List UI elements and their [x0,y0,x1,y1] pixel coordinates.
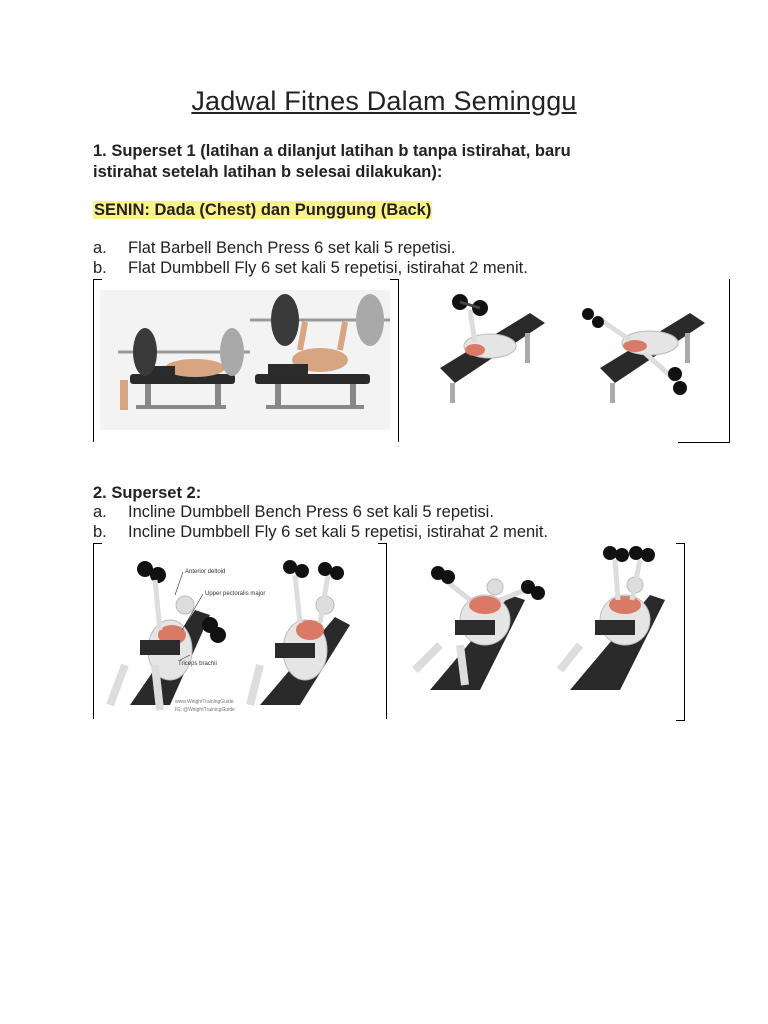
bracket-right-2 [676,543,685,721]
superset2-heading: 2. Superset 2: [93,484,202,502]
barbell-bench-press-image [100,290,390,430]
list-item-text: Flat Dumbbell Fly 6 set kali 5 repetisi, istirahat 2 menit. [128,259,528,277]
list-marker: b. [93,259,107,277]
list-marker: b. [93,523,107,541]
incline-dumbbell-fly-image [400,545,675,695]
list-item [93,522,548,542]
list-marker: a. [93,503,107,521]
list-marker: a. [93,239,107,257]
list-item-text: Incline Dumbbell Bench Press 6 set kali 5 repetisi. [128,503,494,521]
list-item [93,258,528,278]
superset1-heading-line1: 1. Superset 1 (latihan a dilanjut latihan b tanpa istirahat, baru [93,142,571,160]
list-item-text: Incline Dumbbell Fly 6 set kali 5 repetisi, istirahat 2 menit. [128,523,549,541]
bracket-mid-1 [390,279,399,442]
page-title: Jadwal Fitnes Dalam Seminggu [191,86,577,116]
incline-dumbbell-press-image [100,555,375,717]
triceps-label: Triceps brachii [178,661,217,667]
bracket-mid-2 [378,543,387,719]
upper-pectoralis-label: Upper pectoralis major [205,591,266,597]
flat-dumbbell-fly-image [430,288,720,413]
list-item [93,238,455,258]
superset1-heading-line2: istirahat setelah latihan b selesai dilakukan): [93,163,443,181]
day-heading [93,200,432,221]
list-item-text: Flat Barbell Bench Press 6 set kali 5 repetisi. [128,239,456,257]
anterior-deltoid-label: Anterior deltoid [185,569,226,575]
list-item [93,502,494,522]
watermark-line1: www.WeightTrainingGuide [175,699,234,705]
day-heading-highlight: SENIN: Dada (Chest) dan Punggung (Back) [94,201,432,219]
superset1-heading [93,141,571,183]
watermark-line2: IG: @WeightTrainingGuide [175,707,235,713]
